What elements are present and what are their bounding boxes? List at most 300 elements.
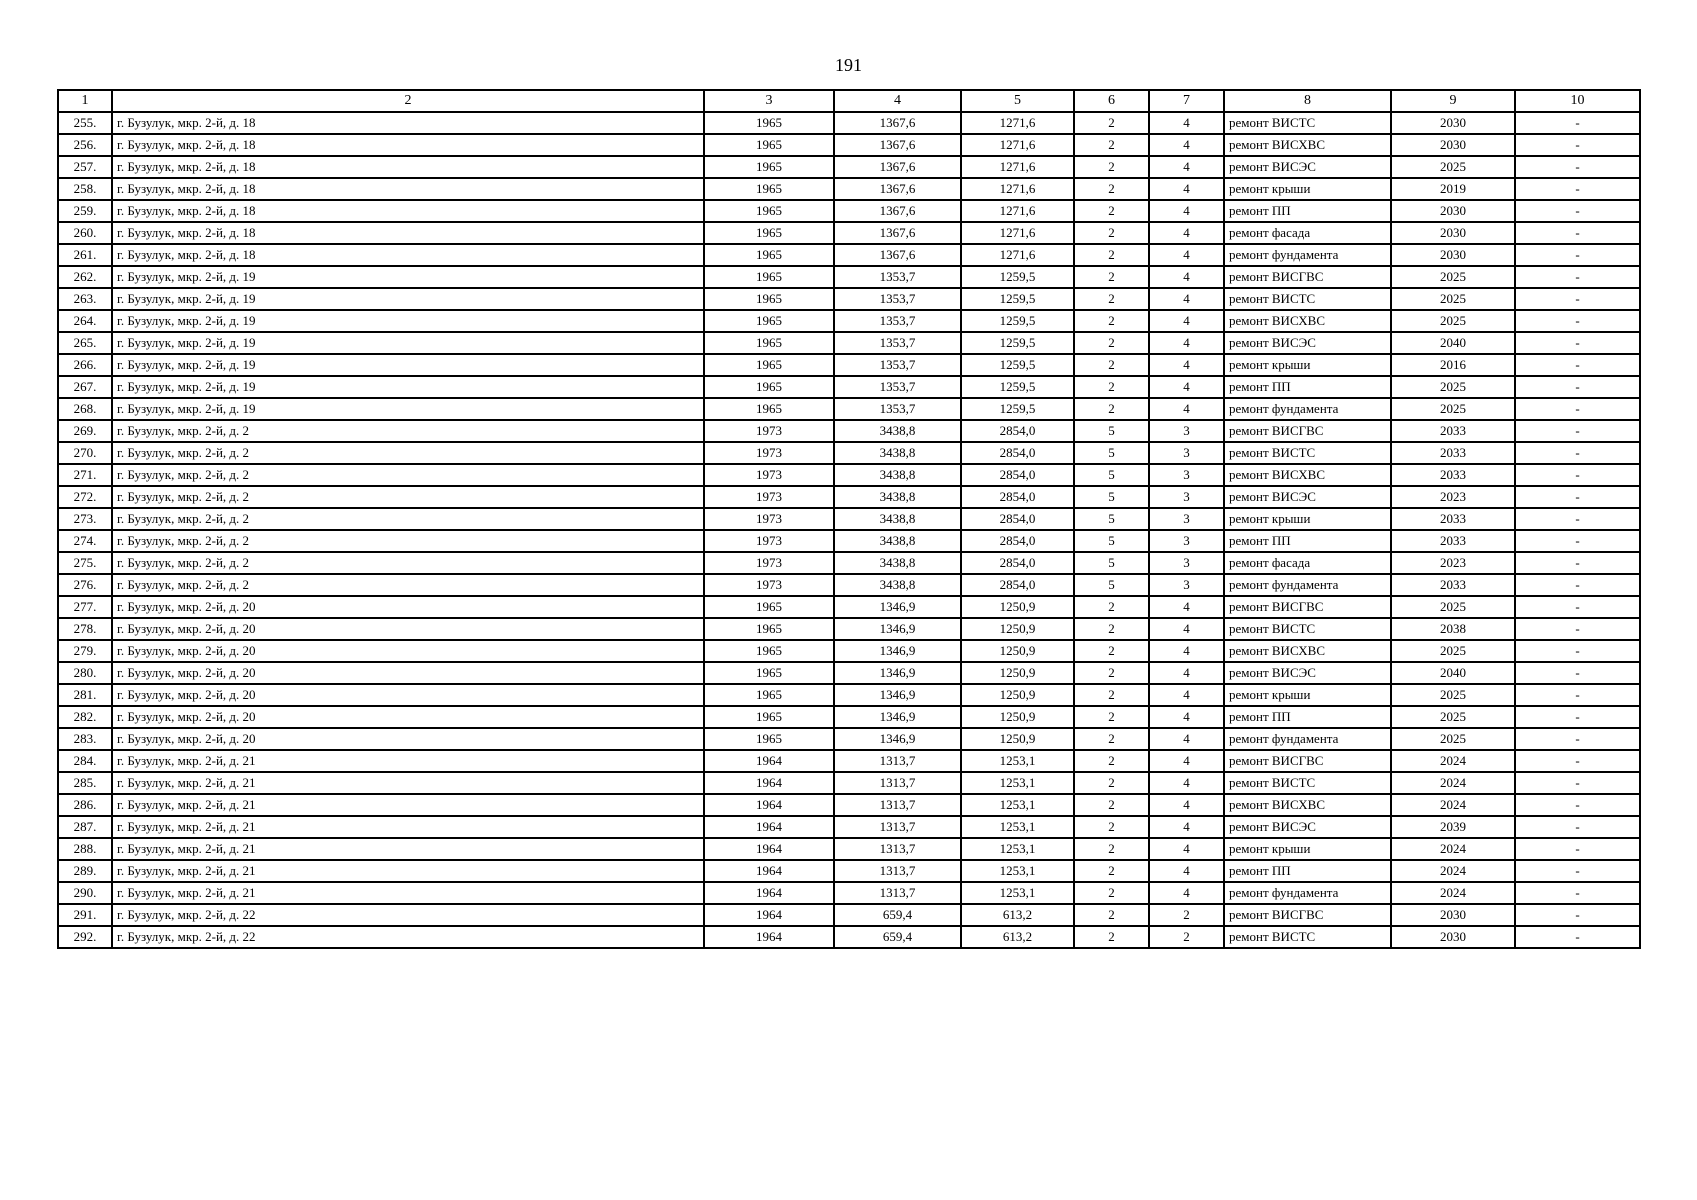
cell-work-type: ремонт ВИСГВС [1224,596,1391,618]
cell-address: г. Бузулук, мкр. 2-й, д. 18 [112,200,704,222]
cell-total-area: 1353,7 [834,354,961,376]
cell-address: г. Бузулук, мкр. 2-й, д. 19 [112,310,704,332]
table-row [58,244,1640,266]
cell-floors: 5 [1074,574,1149,596]
cell-row-number: 270. [58,442,112,464]
cell-entrances: 4 [1149,640,1224,662]
cell-living-area: 1271,6 [961,134,1074,156]
cell-row-number: 271. [58,464,112,486]
cell-row-number: 290. [58,882,112,904]
cell-total-area: 1353,7 [834,310,961,332]
cell-total-area: 659,4 [834,904,961,926]
cell-planned-year: 2033 [1391,508,1515,530]
cell-row-number: 255. [58,112,112,134]
cell-floors: 5 [1074,464,1149,486]
table-header [58,90,1640,112]
cell-entrances: 4 [1149,244,1224,266]
cell-address: г. Бузулук, мкр. 2-й, д. 19 [112,266,704,288]
cell-note: - [1515,816,1640,838]
cell-living-area: 1253,1 [961,816,1074,838]
cell-row-number: 279. [58,640,112,662]
cell-planned-year: 2025 [1391,376,1515,398]
cell-row-number: 278. [58,618,112,640]
cell-row-number: 284. [58,750,112,772]
cell-living-area: 1259,5 [961,332,1074,354]
cell-work-type: ремонт ВИСХВС [1224,794,1391,816]
cell-living-area: 1271,6 [961,156,1074,178]
cell-total-area: 1353,7 [834,288,961,310]
cell-row-number: 285. [58,772,112,794]
cell-row-number: 276. [58,574,112,596]
cell-entrances: 4 [1149,706,1224,728]
cell-work-type: ремонт ПП [1224,706,1391,728]
cell-address: г. Бузулук, мкр. 2-й, д. 19 [112,354,704,376]
table-row [58,288,1640,310]
cell-planned-year: 2019 [1391,178,1515,200]
cell-entrances: 4 [1149,662,1224,684]
cell-address: г. Бузулук, мкр. 2-й, д. 20 [112,728,704,750]
cell-work-type: ремонт ВИСХВС [1224,310,1391,332]
cell-year-built: 1965 [704,376,834,398]
column-header-6: 6 [1074,90,1149,112]
cell-planned-year: 2025 [1391,288,1515,310]
cell-total-area: 1313,7 [834,882,961,904]
cell-total-area: 1313,7 [834,816,961,838]
cell-work-type: ремонт ВИСХВС [1224,640,1391,662]
cell-total-area: 3438,8 [834,552,961,574]
cell-work-type: ремонт фундамента [1224,398,1391,420]
cell-note: - [1515,596,1640,618]
cell-year-built: 1965 [704,112,834,134]
cell-work-type: ремонт ВИСЭС [1224,486,1391,508]
cell-total-area: 1367,6 [834,156,961,178]
table-row [58,926,1640,948]
cell-note: - [1515,882,1640,904]
cell-work-type: ремонт ВИСТС [1224,288,1391,310]
cell-living-area: 613,2 [961,904,1074,926]
cell-total-area: 3438,8 [834,464,961,486]
table-row [58,816,1640,838]
cell-work-type: ремонт ПП [1224,376,1391,398]
cell-floors: 5 [1074,552,1149,574]
cell-year-built: 1973 [704,508,834,530]
cell-living-area: 1259,5 [961,376,1074,398]
cell-work-type: ремонт ВИСЭС [1224,816,1391,838]
cell-planned-year: 2024 [1391,794,1515,816]
cell-entrances: 4 [1149,200,1224,222]
cell-planned-year: 2033 [1391,420,1515,442]
cell-floors: 2 [1074,134,1149,156]
cell-living-area: 1253,1 [961,772,1074,794]
cell-entrances: 4 [1149,838,1224,860]
cell-address: г. Бузулук, мкр. 2-й, д. 18 [112,112,704,134]
cell-planned-year: 2030 [1391,222,1515,244]
cell-floors: 2 [1074,816,1149,838]
cell-row-number: 269. [58,420,112,442]
cell-entrances: 4 [1149,794,1224,816]
cell-row-number: 292. [58,926,112,948]
cell-entrances: 4 [1149,684,1224,706]
cell-address: г. Бузулук, мкр. 2-й, д. 21 [112,794,704,816]
cell-note: - [1515,574,1640,596]
cell-address: г. Бузулук, мкр. 2-й, д. 2 [112,574,704,596]
cell-planned-year: 2038 [1391,618,1515,640]
cell-work-type: ремонт фундамента [1224,244,1391,266]
table-row [58,596,1640,618]
cell-floors: 2 [1074,926,1149,948]
cell-living-area: 2854,0 [961,464,1074,486]
cell-note: - [1515,266,1640,288]
cell-planned-year: 2033 [1391,442,1515,464]
cell-year-built: 1965 [704,288,834,310]
cell-note: - [1515,376,1640,398]
cell-total-area: 1367,6 [834,112,961,134]
cell-living-area: 1253,1 [961,794,1074,816]
cell-floors: 2 [1074,728,1149,750]
cell-work-type: ремонт ВИСТС [1224,112,1391,134]
cell-row-number: 286. [58,794,112,816]
cell-work-type: ремонт ВИСХВС [1224,464,1391,486]
cell-living-area: 1250,9 [961,728,1074,750]
table-row [58,354,1640,376]
cell-address: г. Бузулук, мкр. 2-й, д. 18 [112,222,704,244]
cell-year-built: 1964 [704,926,834,948]
cell-total-area: 3438,8 [834,486,961,508]
column-header-5: 5 [961,90,1074,112]
cell-note: - [1515,354,1640,376]
cell-address: г. Бузулук, мкр. 2-й, д. 2 [112,552,704,574]
cell-total-area: 1313,7 [834,838,961,860]
cell-total-area: 1367,6 [834,244,961,266]
cell-note: - [1515,904,1640,926]
cell-planned-year: 2030 [1391,926,1515,948]
table-row [58,508,1640,530]
cell-work-type: ремонт фундамента [1224,882,1391,904]
cell-planned-year: 2030 [1391,200,1515,222]
cell-work-type: ремонт ВИСЭС [1224,156,1391,178]
cell-planned-year: 2025 [1391,728,1515,750]
cell-work-type: ремонт ВИСХВС [1224,134,1391,156]
cell-note: - [1515,486,1640,508]
cell-entrances: 4 [1149,816,1224,838]
cell-work-type: ремонт ВИСЭС [1224,332,1391,354]
cell-living-area: 2854,0 [961,552,1074,574]
table-row [58,838,1640,860]
column-header-7: 7 [1149,90,1224,112]
cell-work-type: ремонт ВИСЭС [1224,662,1391,684]
cell-address: г. Бузулук, мкр. 2-й, д. 18 [112,134,704,156]
cell-year-built: 1964 [704,882,834,904]
table-row [58,332,1640,354]
cell-note: - [1515,772,1640,794]
cell-entrances: 3 [1149,552,1224,574]
cell-year-built: 1964 [704,860,834,882]
cell-planned-year: 2030 [1391,112,1515,134]
cell-address: г. Бузулук, мкр. 2-й, д. 22 [112,904,704,926]
cell-work-type: ремонт крыши [1224,178,1391,200]
cell-row-number: 268. [58,398,112,420]
cell-entrances: 4 [1149,596,1224,618]
cell-living-area: 1259,5 [961,398,1074,420]
cell-total-area: 1346,9 [834,706,961,728]
cell-address: г. Бузулук, мкр. 2-й, д. 20 [112,618,704,640]
cell-entrances: 3 [1149,464,1224,486]
cell-living-area: 2854,0 [961,574,1074,596]
cell-floors: 5 [1074,530,1149,552]
cell-work-type: ремонт ПП [1224,860,1391,882]
cell-total-area: 1313,7 [834,860,961,882]
cell-floors: 2 [1074,904,1149,926]
cell-row-number: 259. [58,200,112,222]
cell-row-number: 262. [58,266,112,288]
cell-year-built: 1965 [704,156,834,178]
cell-living-area: 1250,9 [961,618,1074,640]
cell-planned-year: 2024 [1391,838,1515,860]
cell-note: - [1515,244,1640,266]
cell-floors: 2 [1074,310,1149,332]
cell-living-area: 1259,5 [961,288,1074,310]
cell-work-type: ремонт крыши [1224,508,1391,530]
cell-entrances: 3 [1149,508,1224,530]
cell-living-area: 1253,1 [961,838,1074,860]
table-row [58,904,1640,926]
cell-entrances: 4 [1149,156,1224,178]
cell-year-built: 1973 [704,530,834,552]
cell-address: г. Бузулук, мкр. 2-й, д. 20 [112,662,704,684]
cell-entrances: 2 [1149,904,1224,926]
cell-year-built: 1964 [704,838,834,860]
cell-address: г. Бузулук, мкр. 2-й, д. 20 [112,684,704,706]
table-row [58,200,1640,222]
cell-row-number: 266. [58,354,112,376]
cell-note: - [1515,398,1640,420]
table-row [58,662,1640,684]
cell-floors: 2 [1074,838,1149,860]
cell-floors: 2 [1074,178,1149,200]
column-header-8: 8 [1224,90,1391,112]
cell-row-number: 263. [58,288,112,310]
cell-note: - [1515,112,1640,134]
cell-total-area: 659,4 [834,926,961,948]
cell-total-area: 1313,7 [834,794,961,816]
table-row [58,112,1640,134]
cell-total-area: 1353,7 [834,266,961,288]
cell-address: г. Бузулук, мкр. 2-й, д. 19 [112,398,704,420]
cell-total-area: 1346,9 [834,640,961,662]
cell-year-built: 1964 [704,794,834,816]
table-row [58,530,1640,552]
cell-year-built: 1973 [704,486,834,508]
cell-note: - [1515,860,1640,882]
cell-note: - [1515,794,1640,816]
cell-floors: 2 [1074,750,1149,772]
cell-address: г. Бузулук, мкр. 2-й, д. 22 [112,926,704,948]
cell-work-type: ремонт ВИСГВС [1224,266,1391,288]
cell-planned-year: 2025 [1391,684,1515,706]
cell-address: г. Бузулук, мкр. 2-й, д. 20 [112,596,704,618]
cell-entrances: 3 [1149,442,1224,464]
cell-entrances: 4 [1149,398,1224,420]
cell-planned-year: 2024 [1391,750,1515,772]
cell-year-built: 1965 [704,662,834,684]
cell-work-type: ремонт ВИСТС [1224,618,1391,640]
table-row [58,398,1640,420]
cell-year-built: 1973 [704,574,834,596]
cell-year-built: 1965 [704,354,834,376]
cell-address: г. Бузулук, мкр. 2-й, д. 2 [112,420,704,442]
cell-planned-year: 2024 [1391,860,1515,882]
cell-address: г. Бузулук, мкр. 2-й, д. 20 [112,706,704,728]
cell-total-area: 1313,7 [834,750,961,772]
cell-floors: 2 [1074,618,1149,640]
cell-total-area: 1367,6 [834,134,961,156]
cell-floors: 2 [1074,354,1149,376]
cell-address: г. Бузулук, мкр. 2-й, д. 19 [112,288,704,310]
cell-note: - [1515,750,1640,772]
cell-row-number: 273. [58,508,112,530]
cell-address: г. Бузулук, мкр. 2-й, д. 18 [112,178,704,200]
cell-year-built: 1973 [704,420,834,442]
cell-total-area: 1367,6 [834,200,961,222]
cell-floors: 2 [1074,288,1149,310]
cell-planned-year: 2025 [1391,706,1515,728]
cell-work-type: ремонт ВИСГВС [1224,904,1391,926]
cell-entrances: 4 [1149,332,1224,354]
cell-year-built: 1973 [704,464,834,486]
cell-year-built: 1965 [704,332,834,354]
cell-entrances: 4 [1149,310,1224,332]
cell-note: - [1515,200,1640,222]
cell-living-area: 1271,6 [961,222,1074,244]
cell-note: - [1515,134,1640,156]
cell-total-area: 1346,9 [834,662,961,684]
cell-year-built: 1964 [704,816,834,838]
cell-address: г. Бузулук, мкр. 2-й, д. 21 [112,772,704,794]
cell-year-built: 1965 [704,728,834,750]
cell-entrances: 4 [1149,354,1224,376]
cell-total-area: 1353,7 [834,332,961,354]
cell-row-number: 257. [58,156,112,178]
table-row [58,486,1640,508]
cell-note: - [1515,332,1640,354]
table-row [58,552,1640,574]
cell-planned-year: 2030 [1391,244,1515,266]
cell-living-area: 1250,9 [961,640,1074,662]
cell-living-area: 1253,1 [961,750,1074,772]
cell-note: - [1515,420,1640,442]
cell-floors: 2 [1074,222,1149,244]
cell-address: г. Бузулук, мкр. 2-й, д. 2 [112,486,704,508]
cell-floors: 2 [1074,860,1149,882]
cell-entrances: 4 [1149,288,1224,310]
cell-floors: 2 [1074,772,1149,794]
column-header-10: 10 [1515,90,1640,112]
cell-planned-year: 2025 [1391,310,1515,332]
cell-work-type: ремонт ПП [1224,200,1391,222]
cell-total-area: 3438,8 [834,530,961,552]
cell-work-type: ремонт ВИСТС [1224,442,1391,464]
cell-living-area: 1259,5 [961,266,1074,288]
cell-note: - [1515,684,1640,706]
cell-note: - [1515,552,1640,574]
cell-total-area: 3438,8 [834,508,961,530]
cell-year-built: 1965 [704,684,834,706]
cell-planned-year: 2040 [1391,662,1515,684]
table-row [58,618,1640,640]
cell-living-area: 2854,0 [961,530,1074,552]
table-row [58,750,1640,772]
cell-note: - [1515,464,1640,486]
cell-total-area: 1346,9 [834,596,961,618]
cell-planned-year: 2025 [1391,266,1515,288]
cell-address: г. Бузулук, мкр. 2-й, д. 18 [112,244,704,266]
cell-row-number: 288. [58,838,112,860]
cell-entrances: 3 [1149,574,1224,596]
cell-address: г. Бузулук, мкр. 2-й, д. 20 [112,640,704,662]
table-body [58,112,1640,948]
cell-floors: 5 [1074,508,1149,530]
cell-entrances: 2 [1149,926,1224,948]
table-row [58,376,1640,398]
cell-planned-year: 2016 [1391,354,1515,376]
table-row [58,574,1640,596]
cell-entrances: 4 [1149,178,1224,200]
table-row [58,794,1640,816]
cell-entrances: 4 [1149,882,1224,904]
cell-planned-year: 2040 [1391,332,1515,354]
cell-living-area: 613,2 [961,926,1074,948]
cell-living-area: 1253,1 [961,860,1074,882]
cell-living-area: 1259,5 [961,354,1074,376]
table-row [58,706,1640,728]
cell-entrances: 4 [1149,222,1224,244]
table-row [58,266,1640,288]
cell-row-number: 256. [58,134,112,156]
cell-living-area: 1271,6 [961,112,1074,134]
column-header-2: 2 [112,90,704,112]
cell-year-built: 1965 [704,178,834,200]
cell-entrances: 4 [1149,266,1224,288]
cell-planned-year: 2023 [1391,552,1515,574]
cell-entrances: 3 [1149,530,1224,552]
cell-floors: 2 [1074,332,1149,354]
cell-year-built: 1964 [704,904,834,926]
cell-planned-year: 2033 [1391,464,1515,486]
cell-living-area: 2854,0 [961,508,1074,530]
cell-floors: 2 [1074,662,1149,684]
cell-year-built: 1973 [704,442,834,464]
cell-living-area: 1259,5 [961,310,1074,332]
cell-work-type: ремонт крыши [1224,684,1391,706]
cell-entrances: 3 [1149,420,1224,442]
cell-total-area: 1313,7 [834,772,961,794]
cell-row-number: 264. [58,310,112,332]
cell-row-number: 291. [58,904,112,926]
cell-note: - [1515,310,1640,332]
table-row [58,442,1640,464]
repair-schedule-table [57,89,1641,949]
cell-total-area: 3438,8 [834,574,961,596]
table-row [58,464,1640,486]
cell-row-number: 275. [58,552,112,574]
cell-entrances: 4 [1149,618,1224,640]
cell-year-built: 1965 [704,618,834,640]
cell-work-type: ремонт фасада [1224,552,1391,574]
cell-total-area: 1353,7 [834,398,961,420]
cell-row-number: 289. [58,860,112,882]
cell-planned-year: 2024 [1391,772,1515,794]
cell-row-number: 265. [58,332,112,354]
